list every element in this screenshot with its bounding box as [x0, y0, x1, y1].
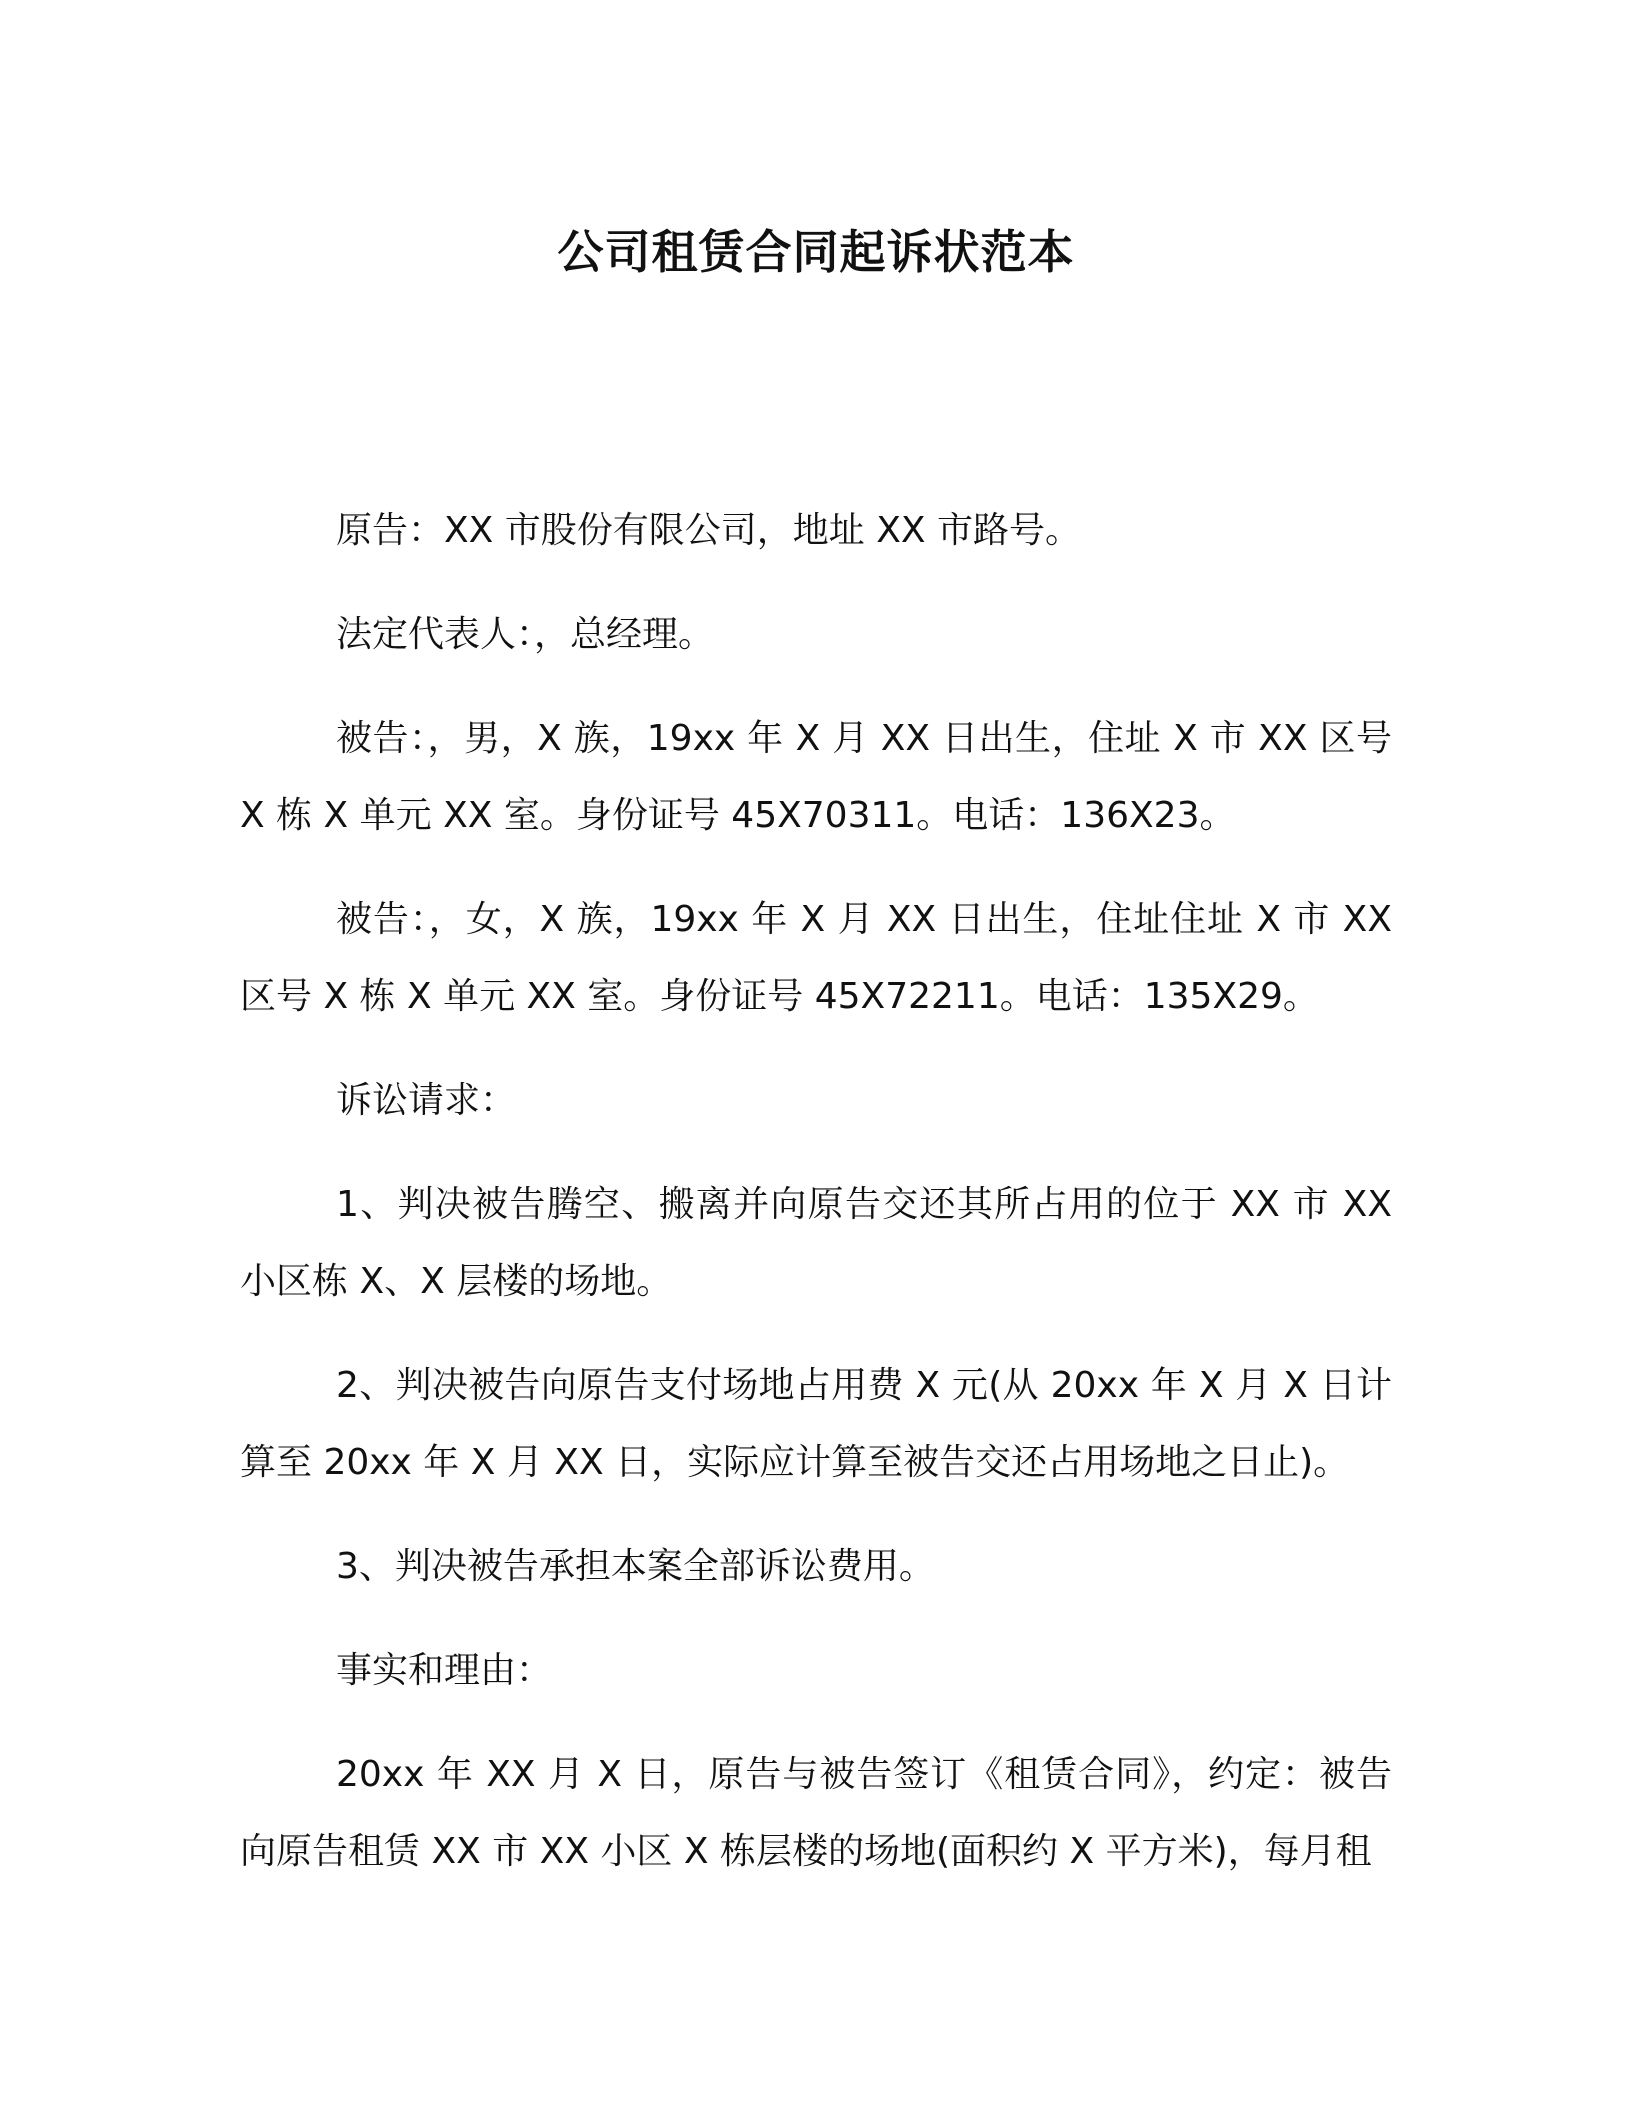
document-body: [240, 492, 1392, 1917]
paragraph-plaintiff: 原告：XX 市股份有限公司，地址 XX 市路号。: [336, 510, 1081, 551]
paragraph-defendant-1: 被告：，男，X 族，19xx 年 X 月 XX 日出生，住址 X 市 XX 区号 X 栋 X 单元 XX 室。身份证号 45X70311。电话：136X23。: [240, 718, 1392, 836]
paragraph-claim-3: 3、判决被告承担本案全部诉讼费用。: [336, 1546, 935, 1587]
paragraph-facts: 20xx 年 XX 月 X 日，原告与被告签订《租赁合同》，约定：被告向原告租赁 XX 市 XX 小区 X 栋层楼的场地(面积约 X 平方米)，每月租: [240, 1754, 1392, 1872]
heading-claims: 诉讼请求：: [336, 1080, 517, 1121]
paragraph-defendant-2: 被告：，女，X 族，19xx 年 X 月 XX 日出生，住址住址 X 市 XX 区号 X 栋 X 单元 XX 室。身份证号 45X72211。电话：135X29。: [240, 899, 1392, 1017]
paragraph-legal-representative: 法定代表人：，总经理。: [336, 614, 715, 655]
document-title: 公司租赁合同起诉状范本: [557, 225, 1075, 279]
heading-facts-and-reasons: 事实和理由：: [336, 1650, 553, 1691]
paragraph-claim-2: 2、判决被告向原告支付场地占用费 X 元(从 20xx 年 X 月 X 日计算至 20xx 年 X 月 XX 日，实际应计算至被告交还占用场地之日止)。: [240, 1365, 1392, 1483]
paragraph-claim-1: 1、判决被告腾空、搬离并向原告交还其所占用的位于 XX 市 XX 小区栋 X、X 层楼的场地。: [240, 1184, 1392, 1302]
